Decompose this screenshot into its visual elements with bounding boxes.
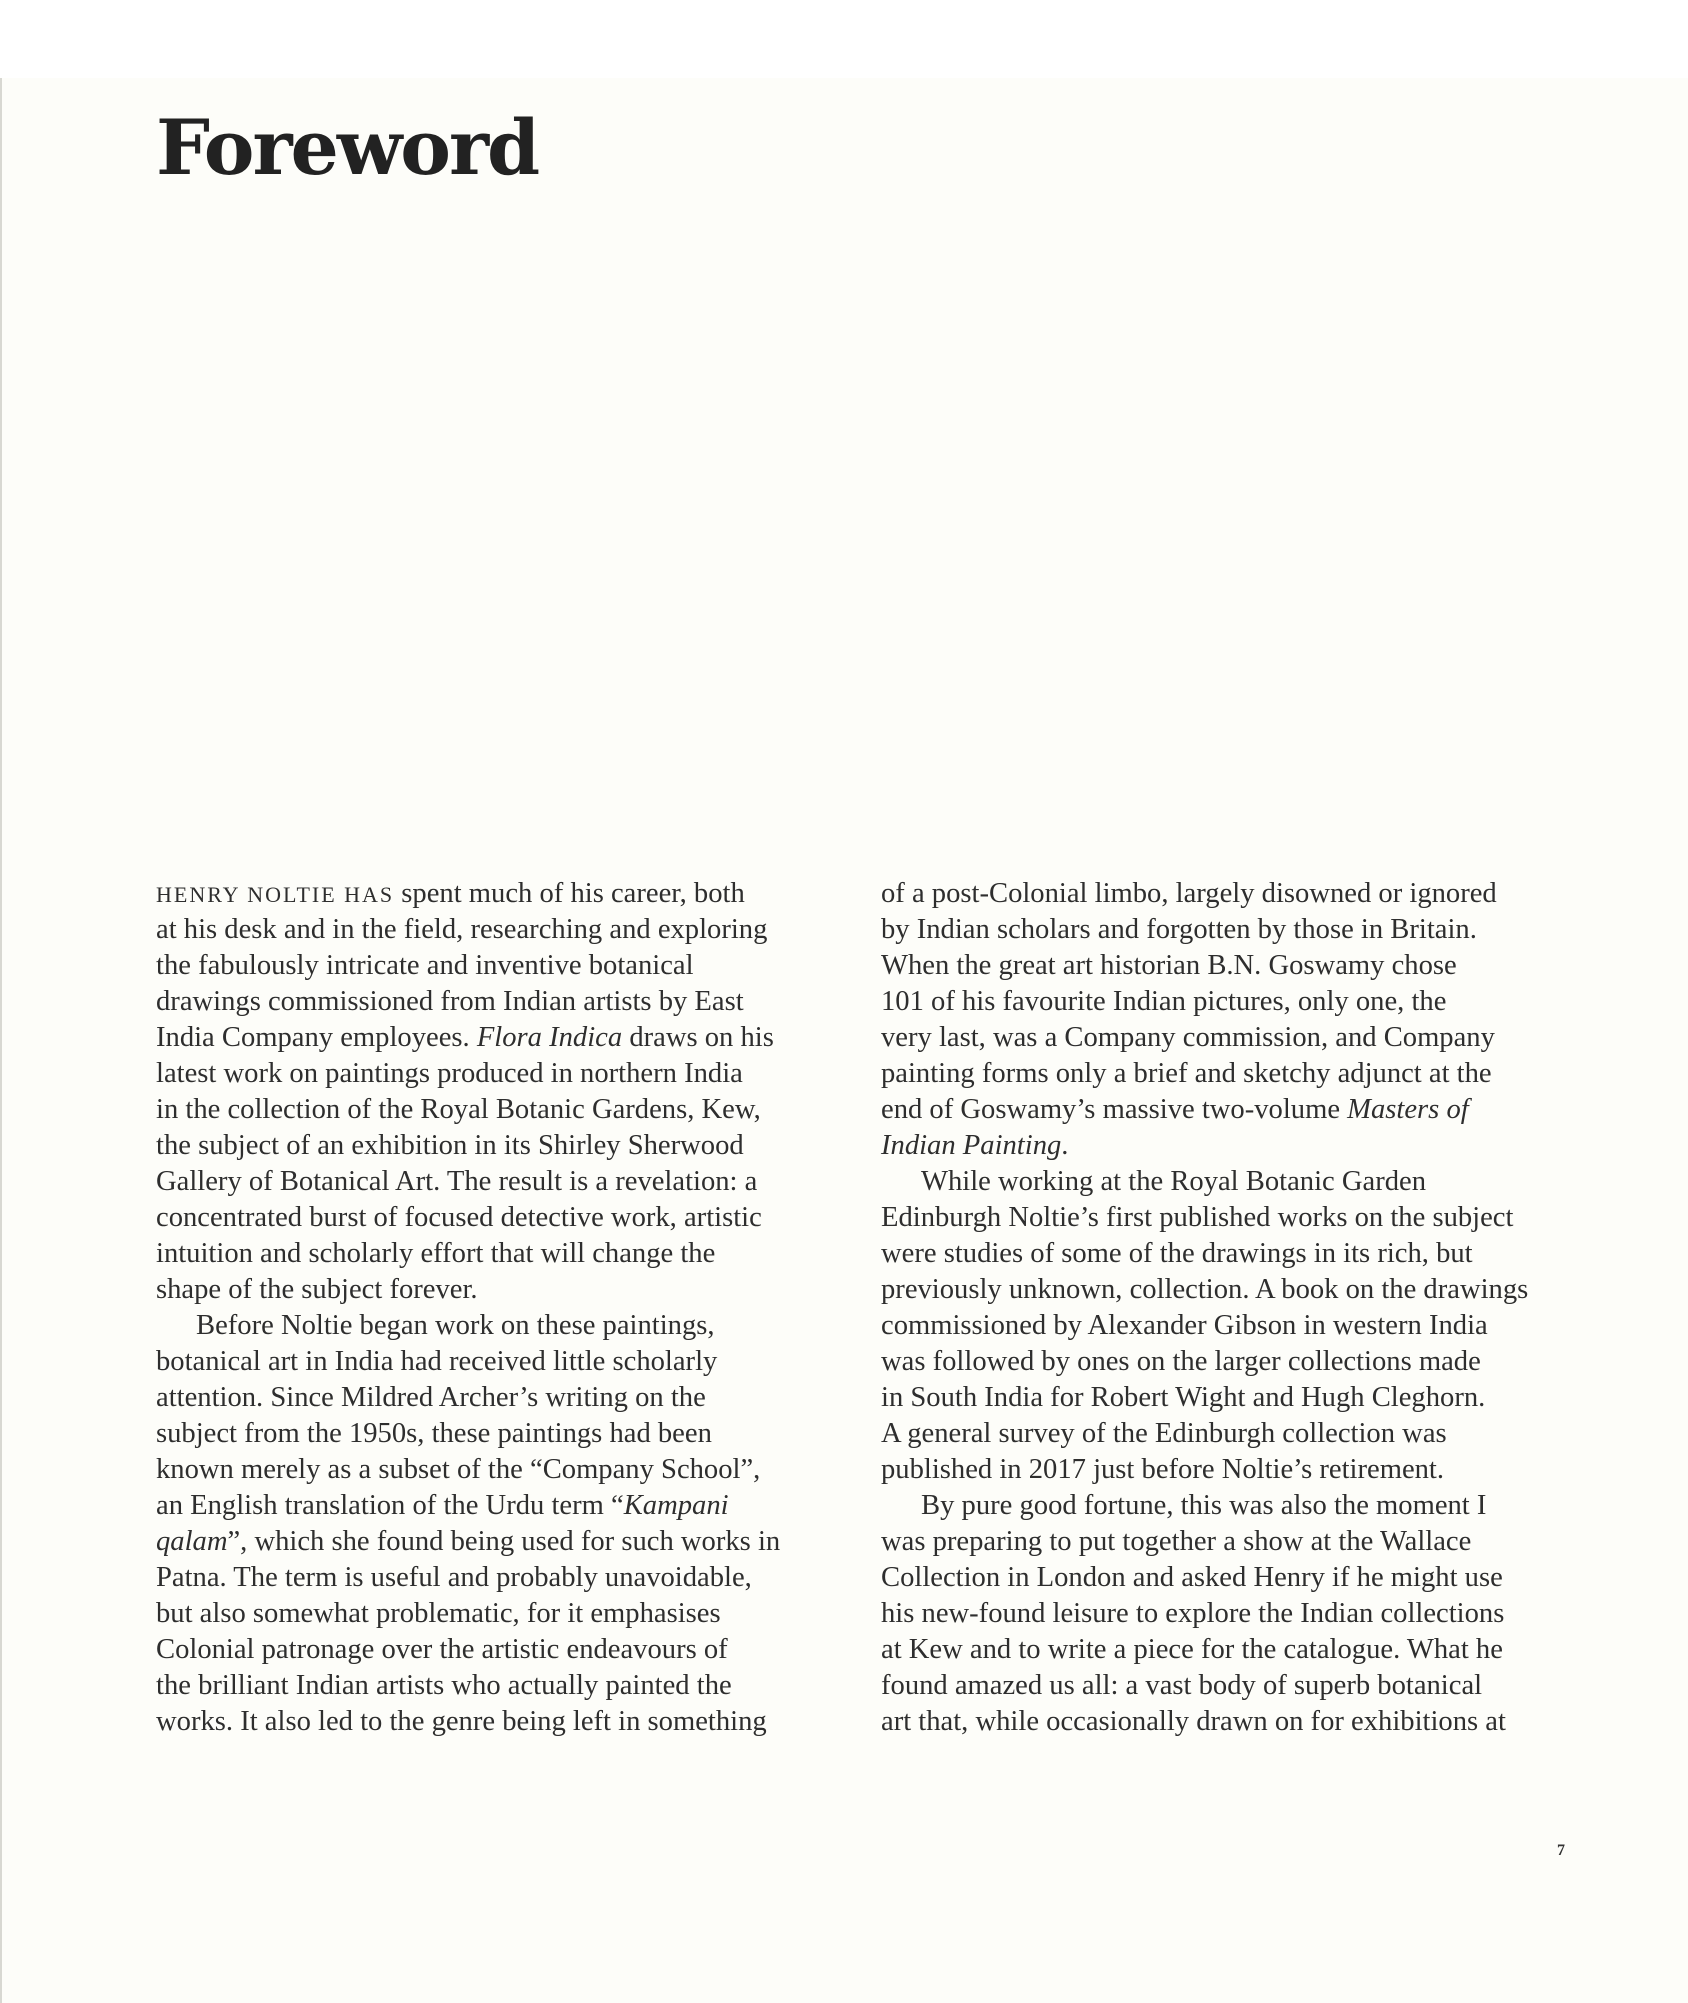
line-text: attention. Since Mildred Archer’s writing on the — [156, 1382, 706, 1413]
line-text: While working at the Royal Botanic Garden — [921, 1166, 1427, 1197]
text-line — [156, 1308, 846, 1344]
text-line — [156, 1632, 846, 1668]
line-text: When the great art historian B.N. Goswamy chose — [881, 950, 1457, 981]
line-text: commissioned by Alexander Gibson in western India — [881, 1310, 1488, 1341]
text-line — [881, 1056, 1571, 1092]
text-line — [881, 1092, 1571, 1128]
text-line — [156, 1560, 846, 1596]
italic-title: Flora Indica — [476, 1022, 623, 1053]
line-text: ”, which she found being used for such works in — [227, 1526, 781, 1557]
line-text: Collection in London and asked Henry if he might use — [881, 1562, 1503, 1593]
line-text: his new-found leisure to explore the Indian collections — [881, 1598, 1505, 1629]
text-line — [156, 1200, 846, 1236]
text-line — [881, 1452, 1571, 1488]
text-line — [881, 1632, 1571, 1668]
text-line — [881, 1308, 1571, 1344]
line-text: . — [1061, 1130, 1069, 1161]
text-line — [881, 912, 1571, 948]
text-line — [881, 1344, 1571, 1380]
text-line — [156, 1056, 846, 1092]
text-line — [881, 1704, 1571, 1740]
line-text: the subject of an exhibition in its Shirley Sherwood — [156, 1130, 744, 1161]
line-text: Edinburgh Noltie’s first published works on the subject — [881, 1202, 1514, 1233]
line-text: India Company employees. — [156, 1022, 477, 1053]
page-title: Foreword — [156, 103, 539, 192]
text-line — [156, 948, 846, 984]
line-text: very last, was a Company commission, and Company — [881, 1022, 1495, 1053]
line-text: of a post-Colonial limbo, largely disowned or ignored — [881, 878, 1497, 909]
line-text: at Kew and to write a piece for the catalogue. What he — [881, 1634, 1503, 1665]
line-text: the brilliant Indian artists who actually painted the — [156, 1670, 732, 1701]
line-text: A general survey of the Edinburgh collection was — [881, 1418, 1447, 1449]
text-line — [156, 1272, 846, 1308]
line-text: subject from the 1950s, these paintings had been — [156, 1418, 712, 1449]
text-line — [881, 1128, 1571, 1164]
text-line — [881, 1596, 1571, 1632]
line-text: Patna. The term is useful and probably unavoidable, — [156, 1562, 752, 1593]
line-text: but also somewhat problematic, for it emphasises — [156, 1598, 721, 1629]
text-line — [881, 1200, 1571, 1236]
text-line — [156, 1380, 846, 1416]
line-text: art that, while occasionally drawn on for exhibitions at — [881, 1706, 1506, 1737]
text-line — [881, 1668, 1571, 1704]
line-text: at his desk and in the field, researching and exploring — [156, 914, 768, 945]
text-line — [881, 876, 1571, 912]
text-line — [156, 1128, 846, 1164]
line-text: spent much of his career, both — [394, 878, 745, 909]
line-text: drawings commissioned from Indian artists by East — [156, 986, 744, 1017]
text-line — [881, 1416, 1571, 1452]
text-line — [156, 1020, 846, 1056]
text-line — [881, 1236, 1571, 1272]
line-text: end of Goswamy’s massive two-volume — [881, 1094, 1348, 1125]
text-line — [881, 1164, 1571, 1200]
text-line — [156, 876, 846, 912]
italic-title: Kampani — [623, 1490, 729, 1521]
line-text: works. It also led to the genre being left in something — [156, 1706, 767, 1737]
text-line — [156, 1704, 846, 1740]
page-number: 7 — [1557, 1842, 1565, 1859]
line-text: was followed by ones on the larger collections made — [881, 1346, 1481, 1377]
italic-title: Masters of — [1347, 1094, 1469, 1125]
text-column-left — [156, 876, 846, 1740]
line-text: painting forms only a brief and sketchy adjunct at the — [881, 1058, 1492, 1089]
text-line — [156, 1164, 846, 1200]
line-text: By pure good fortune, this was also the moment I — [921, 1490, 1487, 1521]
text-line — [156, 1416, 846, 1452]
text-line — [156, 1236, 846, 1272]
line-text: Colonial patronage over the artistic endeavours of — [156, 1634, 728, 1665]
line-text: draws on his — [622, 1022, 774, 1053]
line-text: were studies of some of the drawings in its rich, but — [881, 1238, 1473, 1269]
line-text: intuition and scholarly effort that will change the — [156, 1238, 716, 1269]
text-line — [156, 1596, 846, 1632]
line-text: botanical art in India had received little scholarly — [156, 1346, 718, 1377]
text-line — [881, 1560, 1571, 1596]
text-line — [881, 1272, 1571, 1308]
italic-title: Indian Painting — [881, 1130, 1062, 1161]
text-line — [156, 912, 846, 948]
line-text: Gallery of Botanical Art. The result is a revelation: a — [156, 1166, 758, 1197]
line-text: published in 2017 just before Noltie’s retirement. — [881, 1454, 1445, 1485]
text-line — [156, 1668, 846, 1704]
line-text: known merely as a subset of the “Company School”, — [156, 1454, 761, 1485]
text-column-right — [881, 876, 1571, 1740]
text-line — [156, 984, 846, 1020]
line-text: the fabulously intricate and inventive botanical — [156, 950, 694, 981]
text-line — [881, 948, 1571, 984]
line-text: found amazed us all: a vast body of superb botanical — [881, 1670, 1483, 1701]
text-line — [881, 984, 1571, 1020]
text-line — [881, 1380, 1571, 1416]
line-text: in South India for Robert Wight and Hugh Cleghorn. — [881, 1382, 1486, 1413]
line-text: by Indian scholars and forgotten by those in Britain. — [881, 914, 1477, 945]
text-line — [881, 1488, 1571, 1524]
line-text: an English translation of the Urdu term “ — [156, 1490, 624, 1521]
small-caps-lead: HENRY NOLTIE HAS — [156, 882, 395, 907]
line-text: in the collection of the Royal Botanic Gardens, Kew, — [156, 1094, 761, 1125]
line-text: 101 of his favourite Indian pictures, only one, the — [881, 986, 1447, 1017]
line-text: was preparing to put together a show at the Wallace — [881, 1526, 1472, 1557]
line-text: previously unknown, collection. A book on the drawings — [881, 1274, 1529, 1305]
text-line — [156, 1524, 846, 1560]
line-text: concentrated burst of focused detective work, artistic — [156, 1202, 762, 1233]
page-edge — [0, 78, 2, 2003]
line-text: Before Noltie began work on these paintings, — [196, 1310, 715, 1341]
text-line — [156, 1092, 846, 1128]
text-line — [156, 1488, 846, 1524]
line-text: latest work on paintings produced in northern India — [156, 1058, 743, 1089]
italic-title: qalam — [156, 1526, 228, 1557]
text-line — [156, 1344, 846, 1380]
text-line — [881, 1524, 1571, 1560]
text-line — [156, 1452, 846, 1488]
line-text: shape of the subject forever. — [156, 1274, 478, 1305]
text-line — [881, 1020, 1571, 1056]
